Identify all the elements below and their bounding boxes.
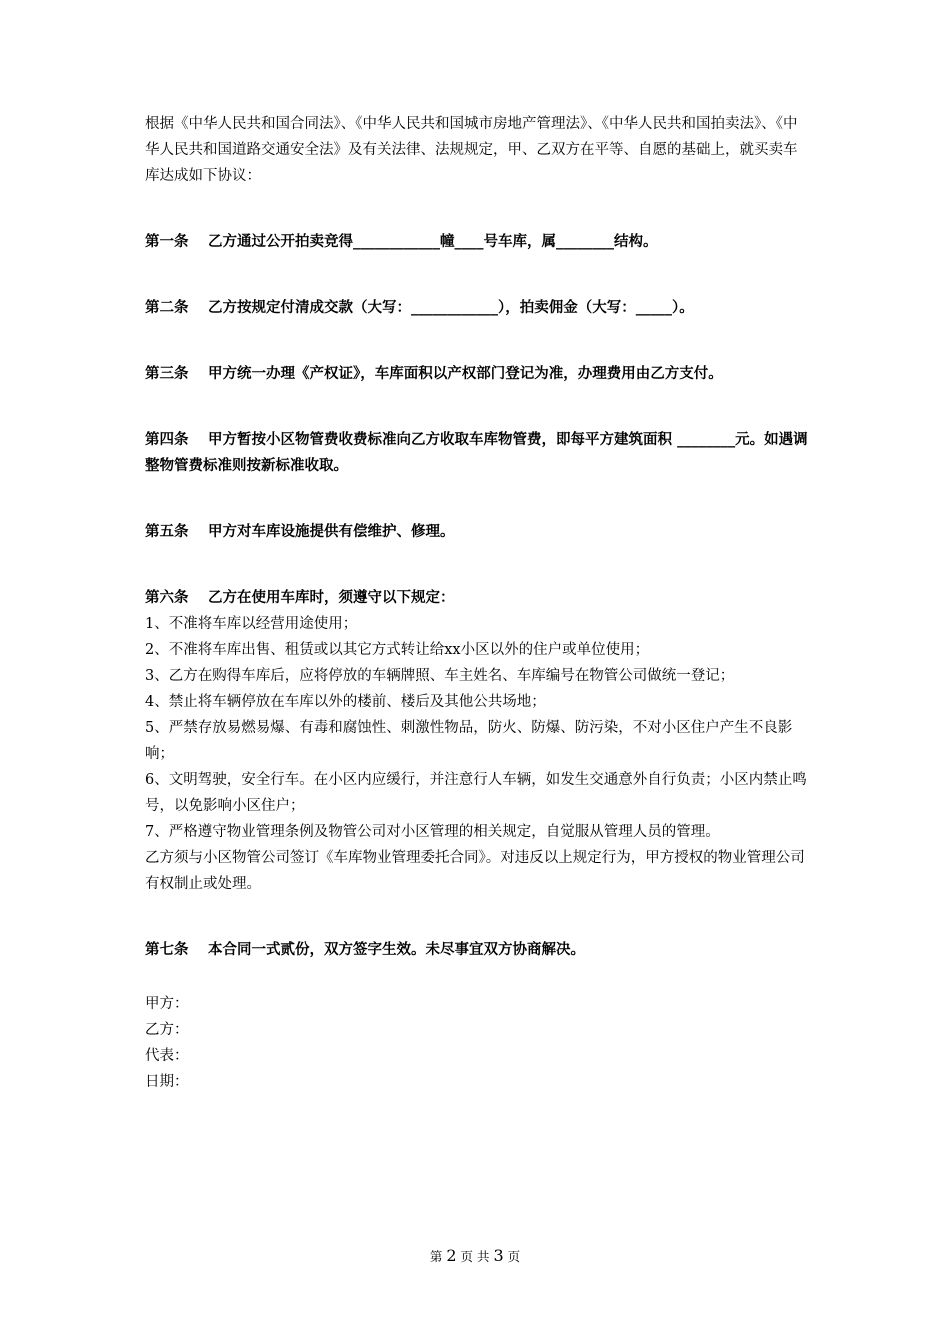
article-7: 第七条 本合同一式贰份，双方签字生效。未尽事宜双方协商解决。 [145,942,586,958]
total-page-number: 3 [493,1246,504,1265]
list-item: 2、不准将车库出售、租赁或以其它方式转让给xx小区以外的住户或单位使用； [145,642,650,658]
rules-note: 乙方须与小区物管公司签订《车库物业管理委托合同》。对违反以上规定行为，甲方授权的物业管理公司有权制止或处理。 [145,850,805,892]
footer-mid: 页 共 [460,1249,490,1264]
list-item: 6、文明驾驶，安全行车。在小区内应缓行，并注意行人车辆，如发生交通意外自行负责；小区内禁止鸣号，以免影响小区住户； [145,772,807,814]
article-2: 第二条 乙方按规定付清成交款（大写：____________），拍卖佣金（大写：_____）。 [145,300,694,316]
current-page-number: 2 [446,1246,457,1265]
footer-suffix: 页 [507,1249,521,1264]
rules-list [145,611,810,845]
article-1: 第一条 乙方通过公开拍卖竞得____________幢____号车库，属________结构。 [145,234,658,250]
list-item: 7、严格遵守物业管理条例及物管公司对小区管理的相关规定，自觉服从管理人员的管理。 [145,824,720,840]
list-item: 1、不准将车库以经营用途使用； [145,616,358,632]
list-item: 4、禁止将车辆停放在车库以外的楼前、楼后及其他公共场地； [145,694,546,710]
page-footer [0,1246,950,1265]
list-item: 3、乙方在购得车库后，应将停放的车辆牌照、车主姓名、车库编号在物管公司做统一登记； [145,668,735,684]
party-a-label: 甲方： [145,996,189,1012]
article-5: 第五条 甲方对车库设施提供有偿维护、修理。 [145,524,455,540]
signature-block [145,991,810,1095]
list-item: 5、严禁存放易燃易爆、有毒和腐蚀性、刺激性物品，防火、防爆、防污染，不对小区住户产生不良影响； [145,720,793,762]
date-label: 日期： [145,1074,189,1090]
representative-label: 代表： [145,1048,189,1064]
article-3: 第三条 甲方统一办理《产权证》，车库面积以产权部门登记为准，办理费用由乙方支付。 [145,366,723,382]
article-4: 第四条 甲方暂按小区物管费收费标准向乙方收取车库物管费，即每平方建筑面积 ________元。如遇调整物管费标准则按新标准收取。 [145,432,808,474]
intro-paragraph: 根据《中华人民共和国合同法》、《中华人民共和国城市房地产管理法》、《中华人民共和国拍卖法》、《中华人民共和国道路交通安全法》及有关法律、法规规定，甲、乙双方在平等、自愿的基础上，就买卖车库达成如下协议： [145,116,798,184]
party-b-label: 乙方： [145,1022,189,1038]
article-6: 第六条 乙方在使用车库时，须遵守以下规定： [145,590,455,606]
footer-prefix: 第 [429,1249,443,1264]
document-body [145,111,810,1095]
